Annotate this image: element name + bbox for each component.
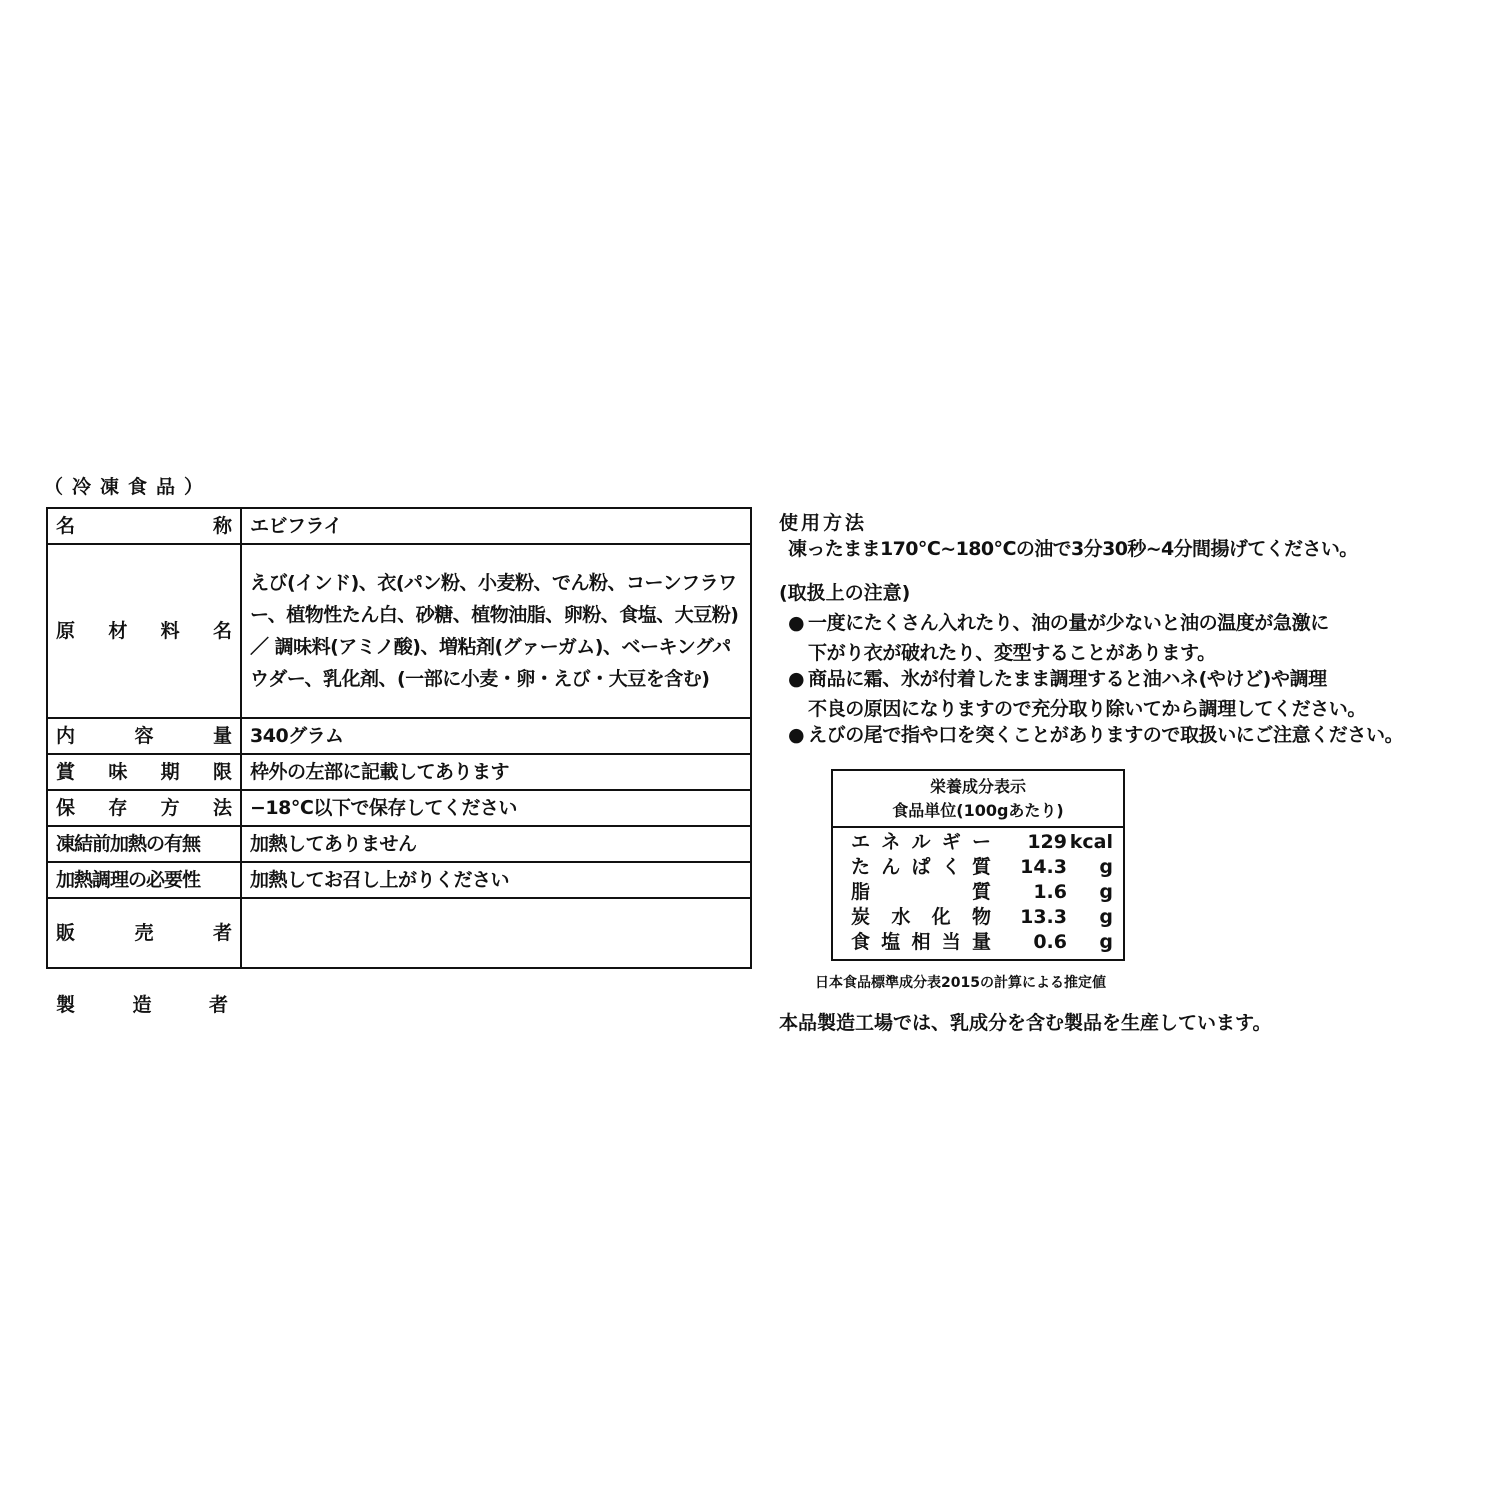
nutrition-source-note: 日本食品標準成分表2015の計算による推定値 bbox=[815, 975, 1106, 991]
nutrient-unit: g bbox=[1099, 931, 1113, 953]
label-char: 造 bbox=[132, 994, 152, 1016]
label-char: 賞 bbox=[56, 761, 76, 783]
label-char: 売 bbox=[134, 922, 154, 944]
note-line: 一度にたくさん入れたり、油の量が少ないと油の温度が急激に bbox=[808, 612, 1329, 634]
label-char: 方 bbox=[160, 797, 180, 819]
name-char: 当 bbox=[941, 931, 961, 953]
nutrient-unit: kcal bbox=[1069, 831, 1113, 853]
nutrient-value: 129 bbox=[1027, 831, 1067, 853]
nutrition-rows bbox=[833, 828, 1123, 959]
name-char: 塩 bbox=[881, 931, 901, 953]
row-label-quantity bbox=[47, 718, 241, 754]
row-label-storage bbox=[47, 790, 241, 826]
table-row bbox=[47, 862, 751, 898]
row-label-ingredients bbox=[47, 544, 241, 718]
best-before-value: 枠外の左部に記載してあります bbox=[241, 754, 751, 790]
nutrient-name bbox=[851, 880, 1003, 905]
nutrition-row bbox=[833, 855, 1123, 880]
nutrition-row bbox=[833, 930, 1123, 955]
name-char: ル bbox=[911, 831, 931, 853]
note-line: えびの尾で指や口を突くことがありますので取扱いにご注意ください。 bbox=[808, 724, 1404, 746]
table-row bbox=[47, 826, 751, 862]
handling-note bbox=[788, 720, 1403, 750]
name-char: 質 bbox=[971, 881, 991, 903]
bullet-icon: ● bbox=[788, 668, 805, 690]
product-name-value: エビフライ bbox=[241, 508, 751, 544]
label-char: 者 bbox=[208, 994, 228, 1016]
quantity-value: 340グラム bbox=[241, 718, 751, 754]
name-char: 炭 bbox=[851, 906, 871, 928]
pre-freeze-heating-value: 加熱してありません bbox=[241, 826, 751, 862]
handling-heading: (取扱上の注意) bbox=[779, 582, 911, 604]
label-char: 製 bbox=[56, 994, 76, 1016]
bullet-icon: ● bbox=[788, 724, 805, 746]
nutrition-basis: 食品単位(100gあたり) bbox=[892, 801, 1064, 820]
label-char: 量 bbox=[212, 725, 232, 747]
name-char: 化 bbox=[931, 906, 951, 928]
name-char: ー bbox=[971, 831, 991, 853]
handling-note bbox=[788, 664, 1366, 724]
label-char: 期 bbox=[160, 761, 180, 783]
label-char: 名 bbox=[212, 620, 232, 642]
row-label-best-before bbox=[47, 754, 241, 790]
seller-value bbox=[241, 898, 751, 968]
label-char: 内 bbox=[56, 725, 76, 747]
label-char: 原 bbox=[56, 620, 76, 642]
name-char: ギ bbox=[941, 831, 961, 853]
name-char: ネ bbox=[881, 831, 901, 853]
note-line: 不良の原因になりますので充分取り除いてから調理してください。 bbox=[808, 698, 1367, 720]
table-row bbox=[47, 508, 751, 544]
label-text: 加熱調理の必要性 bbox=[56, 869, 201, 891]
nutrient-value: 1.6 bbox=[1033, 881, 1067, 903]
name-char: 物 bbox=[971, 906, 991, 928]
name-char: 脂 bbox=[851, 881, 871, 903]
nutrient-value: 14.3 bbox=[1020, 856, 1067, 878]
factory-allergen-note: 本品製造工場では、乳成分を含む製品を生産しています。 bbox=[779, 1012, 1272, 1034]
nutrition-facts-box bbox=[831, 769, 1125, 961]
label-char: 料 bbox=[160, 620, 180, 642]
nutrition-header bbox=[833, 771, 1123, 828]
label-char: 販 bbox=[56, 922, 76, 944]
row-label-pre-freeze-heating bbox=[47, 826, 241, 862]
handling-note bbox=[788, 608, 1329, 668]
note-line: 商品に霜、氷が付着したまま調理すると油ハネ(やけど)や調理 bbox=[808, 668, 1327, 690]
row-label-cooking-required bbox=[47, 862, 241, 898]
usage-text: 凍ったまま170℃~180℃の油で3分30秒~4分間揚げてください。 bbox=[788, 538, 1358, 560]
label-char: 者 bbox=[212, 922, 232, 944]
name-char: 質 bbox=[971, 856, 991, 878]
nutrient-value: 13.3 bbox=[1020, 906, 1067, 928]
label-char: 名 bbox=[56, 515, 76, 537]
nutrition-row bbox=[833, 828, 1123, 855]
nutrient-name bbox=[851, 930, 1003, 955]
label-char: 材 bbox=[108, 620, 128, 642]
ingredients-value: えび(インド)、衣(パン粉、小麦粉、でん粉、コーンフラワー、植物性たん白、砂糖、植物油脂、卵粉、食塩、大豆粉) ／ 調味料(アミノ酸)、増粘剤(グァーガム)、ベーキングパウダー、乳化剤、(一部に小麦・卵・えび・大豆を含む) bbox=[241, 544, 751, 718]
manufacturer-label bbox=[56, 990, 228, 1017]
table-row bbox=[47, 898, 751, 968]
nutrient-value: 0.6 bbox=[1033, 931, 1067, 953]
nutrient-unit: g bbox=[1099, 906, 1113, 928]
nutrition-title: 栄養成分表示 bbox=[929, 777, 1026, 796]
label-char: 限 bbox=[212, 761, 232, 783]
label-char: 称 bbox=[212, 515, 232, 537]
label-char: 容 bbox=[134, 725, 154, 747]
note-line: 下がり衣が破れたり、変型することがあります。 bbox=[808, 642, 1216, 664]
product-info-table bbox=[46, 507, 752, 969]
name-char: 量 bbox=[971, 931, 991, 953]
category-label: （冷凍食品） bbox=[44, 476, 213, 498]
label-char: 保 bbox=[56, 797, 76, 819]
row-label-name bbox=[47, 508, 241, 544]
nutrient-unit: g bbox=[1099, 881, 1113, 903]
storage-value: −18℃以下で保存してください bbox=[241, 790, 751, 826]
nutrition-row bbox=[833, 905, 1123, 930]
nutrient-name bbox=[851, 855, 1003, 880]
name-char: た bbox=[851, 856, 871, 878]
name-char: く bbox=[941, 856, 961, 878]
label-char: 味 bbox=[108, 761, 128, 783]
label-char: 法 bbox=[212, 797, 232, 819]
table-row bbox=[47, 754, 751, 790]
name-char: 水 bbox=[891, 906, 911, 928]
name-char: 相 bbox=[911, 931, 931, 953]
nutrient-unit: g bbox=[1099, 856, 1113, 878]
nutrition-row bbox=[833, 880, 1123, 905]
nutrient-name bbox=[851, 905, 1003, 930]
name-char: ん bbox=[881, 856, 901, 878]
cooking-required-value: 加熱してお召し上がりください bbox=[241, 862, 751, 898]
table-row bbox=[47, 544, 751, 718]
name-char: ぱ bbox=[911, 856, 931, 878]
table-row bbox=[47, 790, 751, 826]
name-char: エ bbox=[851, 831, 871, 853]
usage-heading: 使用方法 bbox=[779, 512, 868, 534]
label-text: 凍結前加熱の有無 bbox=[56, 833, 201, 855]
label-char: 存 bbox=[108, 797, 128, 819]
table-row bbox=[47, 718, 751, 754]
nutrient-name bbox=[851, 830, 1003, 855]
row-label-seller bbox=[47, 898, 241, 968]
bullet-icon: ● bbox=[788, 612, 805, 634]
name-char: 食 bbox=[851, 931, 871, 953]
